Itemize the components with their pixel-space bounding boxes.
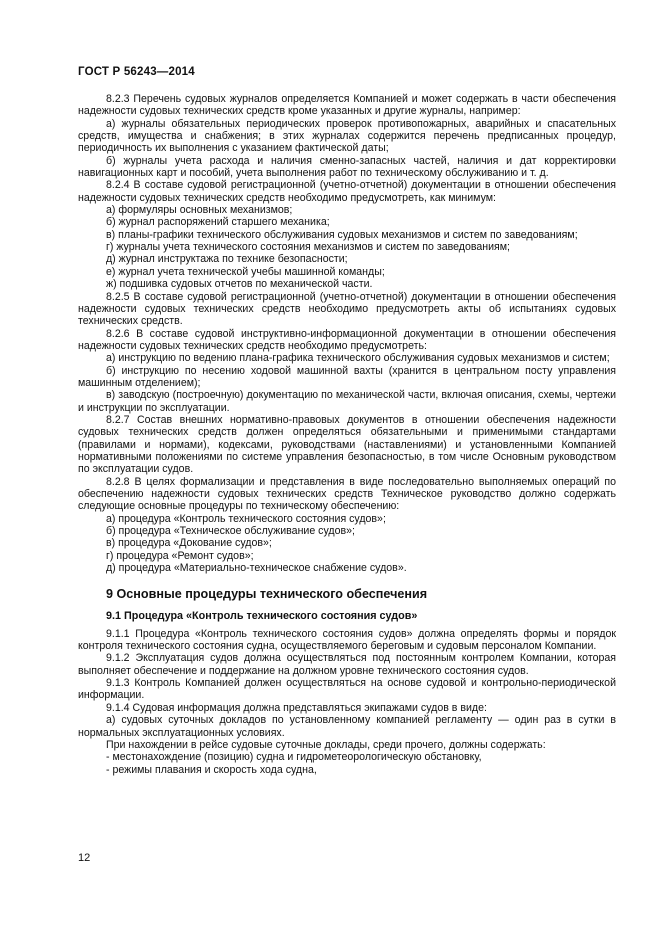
list-item: а) судовых суточных докладов по установленному компанией регламенту — один раз в сутки в нормальных эксплуатационных условиях. (78, 714, 616, 739)
list-item: - режимы плавания и скорость хода судна, (106, 763, 317, 776)
paragraph-9-1-3: 9.1.3 Контроль Компанией должен осуществляться на основе судовой и контрольно-периодической информации. (78, 677, 616, 702)
page-number: 12 (78, 852, 91, 864)
page-body (78, 93, 616, 776)
paragraph-9-1-1: 9.1.1 Процедура «Контроль технического состояния судов» должна определять формы и порядок контроля технического состояния судна, осуществляемого береговым и судовым персоналом Компании. (78, 627, 616, 653)
paragraph-8-2-8: 8.2.8 В целях формализации и представления в виде последовательно выполняемых операций по обеспечению надежности судовых технических средств Техническое руководство должно содержать следующие основные процедуры по техническому обеспечению: (78, 475, 616, 513)
list-item: е) журнал учета технической учебы машинной команды; (106, 265, 385, 278)
list-item: а) инструкцию по ведению плана-графика технического обслуживания судовых механизмов и систем; (106, 352, 610, 365)
list-item: ж) подшивка судовых отчетов по механической части. (106, 278, 373, 291)
list-item: д) журнал инструктажа по технике безопасности; (106, 253, 348, 266)
list-item: г) процедура «Ремонт судов»; (106, 549, 254, 562)
paragraph-8-2-5: 8.2.5 В составе судовой регистрационной (учетно-отчетной) документации в отношении обеспечения надежности судовых технических средств необходимо предусмотреть акты об испытаниях судовых технических средств. (78, 290, 616, 328)
list-item: а) процедура «Контроль технического состояния судов»; (106, 512, 386, 525)
list-item: а) журналы обязательных периодических проверок противопожарных, аварийных и спасательных средств, имущества и снабжения; в этих журналах содержится перечень предписанных процедур, периодичность их выполнения с указанием фактической даты; (78, 117, 616, 155)
section-heading-9: 9 Основные процедуры технического обеспечения (106, 587, 428, 602)
paragraph-8-2-4: 8.2.4 В составе судовой регистрационной (учетно-отчетной) документации в отношении обеспечения надежности судовых технических средств необходимо предусмотреть, как минимум: (78, 179, 616, 204)
list-item: а) формуляры основных механизмов; (106, 204, 293, 217)
list-item: б) журналы учета расхода и наличия сменно-запасных частей, наличия и дат корректировки навигационных карт и пособий, учета выполнения работ по техническому обслуживанию и т. д. (78, 154, 616, 180)
paragraph-9-1-4: 9.1.4 Судовая информация должна представляться экипажами судов в виде: (106, 701, 487, 714)
paragraph-9-1-2: 9.1.2 Эксплуатация судов должна осуществляться под постоянным контролем Компании, которая выполняет обеспечение и поддержание на должном уровне технического состояния судов. (78, 652, 616, 677)
list-item: б) инструкцию по несению ходовой машинной вахты (хранится в центральном посту управления машинным отделением); (78, 364, 616, 389)
list-item: в) процедура «Докование судов»; (106, 537, 272, 550)
paragraph-text: При нахождении в рейсе судовые суточные доклады, среди прочего, должны содержать: (106, 738, 546, 751)
list-item: б) процедура «Техническое обслуживание судов»; (106, 525, 355, 538)
list-item: в) заводскую (построечную) документацию по механической части, включая описания, схемы, чертежи и инструкции по эксплуатации. (78, 389, 616, 414)
list-item: г) журналы учета технического состояния механизмов и систем по заведованиям; (106, 241, 511, 254)
paragraph-8-2-6: 8.2.6 В составе судовой инструктивно-информационной документации в отношении обеспечения надежности судовых технических средств необходимо предусмотреть: (78, 327, 616, 352)
paragraph-8-2-3: 8.2.3 Перечень судовых журналов определяется Компанией и может содержать в части обеспечения надежности судовых технических средств кроме указанных и другие журналы, например: (78, 93, 616, 118)
document-header: ГОСТ Р 56243—2014 (78, 66, 195, 78)
paragraph-8-2-7: 8.2.7 Состав внешних нормативно-правовых документов в отношении обеспечения надежности судовых технических средств должен определяться обязательными и применимыми стандартами (правилами и нормами), кодексами, руководствами (наставлениями) и установленными Компанией нормативными положениями по системе управления безопасностью, в том числе Основным руководством по эксплуатации судов. (78, 413, 616, 476)
list-item: - местонахождение (позицию) судна и гидрометеорологическую обстановку, (106, 751, 482, 764)
list-item: б) журнал распоряжений старшего механика; (106, 216, 330, 229)
list-item: в) планы-графики технического обслуживания судовых механизмов и систем по заведованиям; (106, 228, 578, 241)
list-item: д) процедура «Материально-техническое снабжение судов». (106, 562, 407, 575)
subsection-heading-9-1: 9.1 Процедура «Контроль технического состояния судов» (106, 610, 418, 623)
